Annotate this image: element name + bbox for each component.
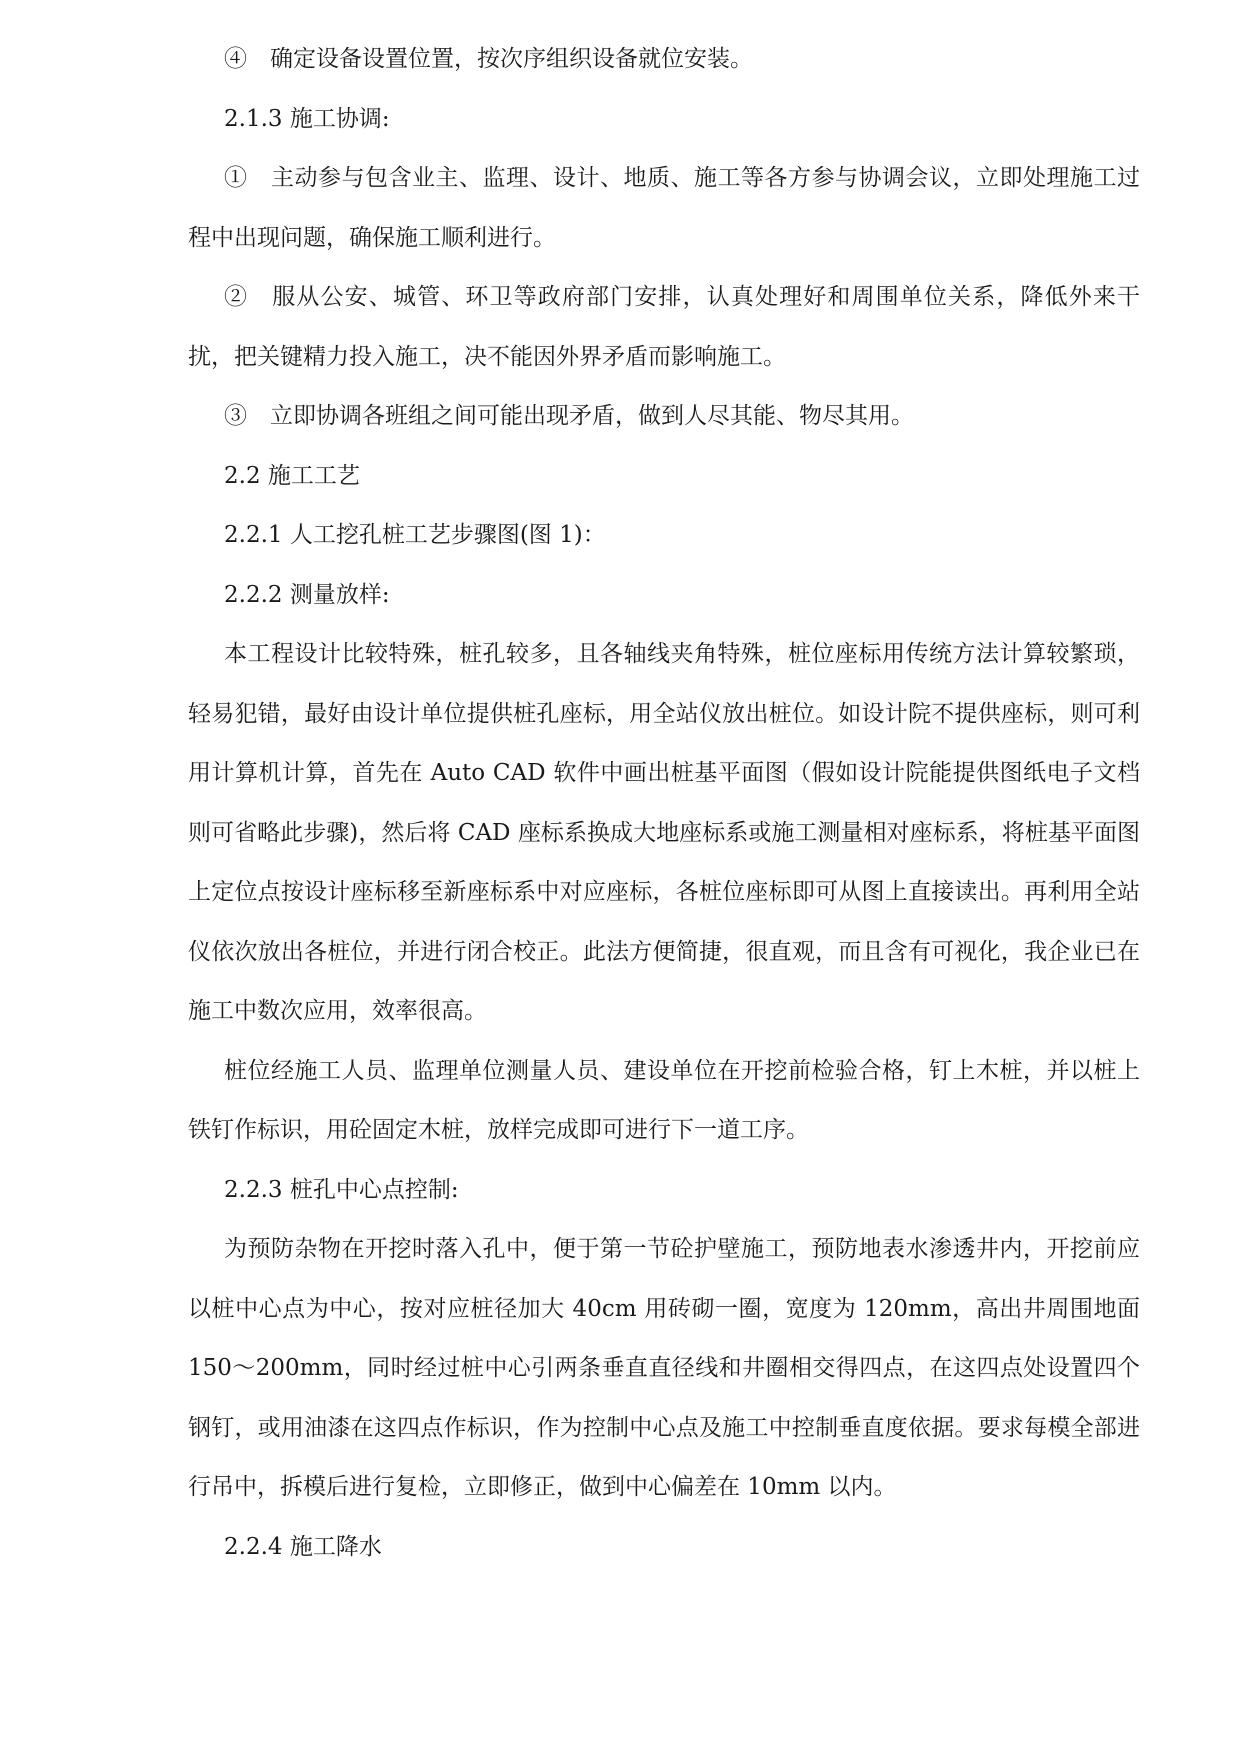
- heading-2-2-2: 2.2.2 测量放样:: [224, 581, 390, 608]
- document-body: [188, 30, 1140, 1577]
- paragraph-survey-layout: 本工程设计比较特殊，桩孔较多，且各轴线夹角特殊，桩位座标用传统方法计算较繁琐，轻易犯错，最好由设计单位提供桩孔座标，用全站仪放出桩位。如设计院不提供座标，则可利用计算机计算，首先在 Auto CAD 软件中画出桩基平面图（假如设计院能提供图纸电子文档则可省略此步骤)，然后将 CAD 座标系换成大地座标系或施工测量相对座标系，将桩基平面图上定位点按设计座标移至新座标系中对应座标，各桩位座标即可从图上直接读出。再利用全站仪依次放出各桩位，并进行闭合校正。此法方便简捷，很直观，而且含有可视化，我企业已在施工中数次应用，效率很高。: [188, 641, 1140, 1024]
- heading-2-2: 2.2 施工工艺: [224, 462, 360, 489]
- paragraph-center-point-control: 为预防杂物在开挖时落入孔中，便于第一节砼护壁施工，预防地表水渗透井内，开挖前应以桩中心点为中心，按对应桩径加大 40cm 用砖砌一圈，宽度为 120mm，高出井周围地面 150～200mm，同时经过桩中心引两条垂直直径线和井圈相交得四点，在这四点处设置四个钢钉，或用油漆在这四点作标识，作为控制中心点及施工中控制垂直度依据。要求每模全部进行吊中，拆模后进行复检，立即修正，做到中心偏差在 10mm 以内。: [188, 1236, 1140, 1500]
- item-1-coordination-meetings: ① 主动参与包含业主、监理、设计、地质、施工等各方参与协调会议，立即处理施工过程中出现问题，确保施工顺利进行。: [188, 165, 1140, 251]
- item-4-equipment-install: ④ 确定设备设置位置，按次序组织设备就位安装。: [224, 46, 753, 72]
- item-3-team-coordination: ③ 立即协调各班组之间可能出现矛盾，做到人尽其能、物尽其用。: [224, 403, 914, 429]
- heading-2-2-1: 2.2.1 人工挖孔桩工艺步骤图(图 1)：: [224, 522, 606, 548]
- heading-2-2-4: 2.2.4 施工降水: [224, 1533, 382, 1560]
- heading-2-2-3: 2.2.3 桩孔中心点控制:: [224, 1176, 459, 1203]
- heading-2-1-3: 2.1.3 施工协调:: [224, 105, 390, 132]
- item-2-government-departments: ② 服从公安、城管、环卫等政府部门安排，认真处理好和周围单位关系，降低外来干扰，把关键精力投入施工，决不能因外界矛盾而影响施工。: [188, 284, 1140, 370]
- paragraph-pile-position-check: 桩位经施工人员、监理单位测量人员、建设单位在开挖前检验合格，钉上木桩，并以桩上铁钉作标识，用砼固定木桩，放样完成即可进行下一道工序。: [188, 1057, 1140, 1143]
